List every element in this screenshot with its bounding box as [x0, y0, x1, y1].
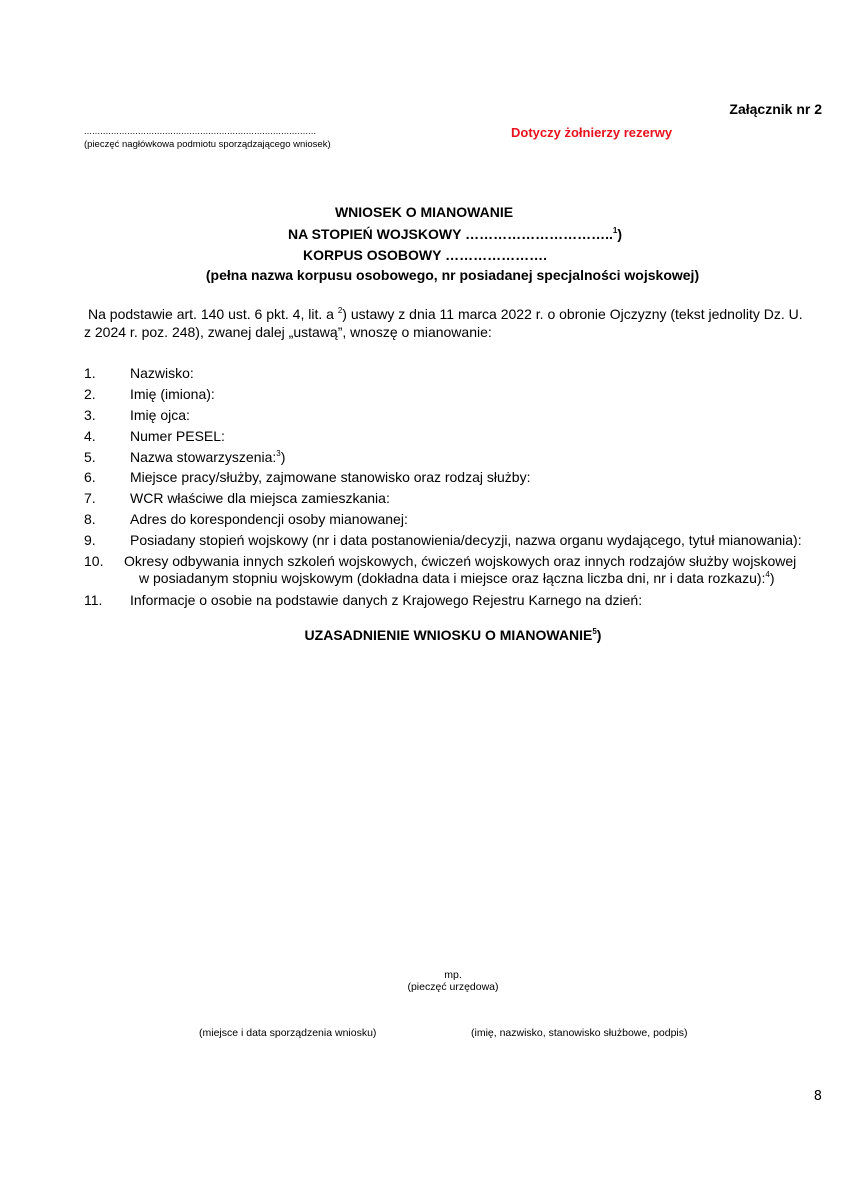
list-item-number: 4.: [84, 427, 96, 444]
footnote-ref-3: 3: [276, 448, 281, 458]
list-item: [84, 591, 824, 612]
list-item: [84, 406, 824, 427]
list-item-text-close: ): [769, 570, 775, 587]
list-item: [84, 427, 824, 448]
stamp-caption: (pieczęć nagłówkowa podmiotu sporządzającego wniosek): [84, 139, 331, 150]
title-line-2: [0, 226, 848, 242]
intro-paragraph: [84, 305, 824, 341]
footnote-ref-4: 4: [765, 570, 770, 580]
title-line-4: [0, 267, 848, 283]
stamp-dotted-line: ......................................................................................: [84, 126, 317, 136]
title-line-2-text: NA STOPIEŃ WOJSKOWY …………………………..: [287, 226, 613, 242]
list-item-text: Okresy odbywania innych szkoleń wojskowych, ćwiczeń wojskowych oraz innych rodzajów służby wojskowej: [124, 553, 797, 570]
list-item: [84, 489, 824, 510]
corps-explanation: (pełna nazwa korpusu osobowego, nr posiadanej specjalności wojskowej): [205, 267, 700, 283]
list-item-text: Adres do korespondencji osoby mianowanej:: [130, 511, 408, 528]
reserve-soldiers-note: Dotyczy żołnierzy rezerwy: [511, 125, 673, 140]
list-item-text: Imię (imiona):: [130, 385, 215, 402]
mp-label: mp.: [444, 969, 462, 981]
list-item-number: 6.: [84, 469, 96, 486]
list-item-number: 1.: [84, 365, 96, 381]
list-item: [84, 448, 824, 469]
list-item-text: [130, 448, 285, 466]
page-number: 8: [813, 1089, 822, 1104]
place-date-caption: (miejsce i data sporządzenia wniosku): [199, 1027, 377, 1039]
signature-caption: (imię, nazwisko, stanowisko służbowe, podpis): [471, 1027, 688, 1039]
intro-line-1-a: Na podstawie art. 140 ust. 6 pkt. 4, lit. a: [88, 306, 338, 322]
list-item: [84, 510, 824, 531]
footnote-ref-2: 2: [337, 306, 343, 315]
list-item-text: Informacje o osobie na podstawie danych z Krajowego Rejestru Karnego na dzień:: [130, 592, 643, 609]
justification-heading: [0, 627, 848, 643]
list-item-number: 3.: [84, 406, 96, 423]
title-line-2-close: ): [617, 226, 622, 242]
justification-text: UZASADNIENIE WNIOSKU O MIANOWANIE: [304, 627, 593, 643]
intro-line-1: [84, 305, 824, 323]
list-item-text: Nazwisko:: [130, 365, 194, 381]
list-item-number: 10.: [84, 553, 104, 570]
footnote-ref-1: 1: [612, 226, 618, 235]
list-item-number: 8.: [84, 511, 96, 528]
justification-close: ): [596, 627, 602, 643]
list-item-text-close: ): [280, 448, 286, 465]
list-item-number: 5.: [84, 448, 96, 465]
footnote-ref-5: 5: [592, 627, 597, 636]
list-item-text: Miejsce pracy/służby, zajmowane stanowisko oraz rodzaj służby:: [130, 469, 531, 486]
list-item: [84, 468, 824, 489]
intro-line-1-b: ) ustawy z dnia 11 marca 2022 r. o obronie Ojczyzny (tekst jednolity Dz. U.: [342, 306, 803, 322]
list-item-number: 2.: [84, 385, 96, 402]
annex-label: Załącznik nr 2: [729, 101, 822, 117]
list-item-text: Numer PESEL:: [130, 427, 225, 444]
list-item-text-continuation-main: w posiadanym stopniu wojskowym (dokładna data i miejsce oraz łączna liczba dni, nr i data rozkazu):: [139, 570, 766, 587]
fields-list: [84, 364, 824, 612]
official-seal-caption: (pieczęć urzędowa): [407, 981, 499, 993]
list-item: [84, 531, 824, 552]
list-item-number: 9.: [84, 532, 96, 549]
list-item: [84, 364, 824, 385]
list-item-text: WCR właściwe dla miejsca zamieszkania:: [130, 490, 390, 507]
list-item-text-continuation: [139, 569, 775, 587]
list-item-number: 7.: [84, 490, 96, 507]
title-line-3: [0, 247, 848, 263]
intro-line-2: z 2024 r. poz. 248), zwanej dalej „ustawą”, wnoszę o mianowanie:: [84, 324, 492, 340]
list-item: [84, 385, 824, 406]
title-line-1: WNIOSEK O MIANOWANIE: [334, 204, 514, 220]
list-item-text: Posiadany stopień wojskowy (nr i data postanowienia/decyzji, nazwa organu wydającego, tytuł mianowania):: [130, 532, 802, 549]
corps-label: KORPUS OSOBOWY ………………….: [303, 247, 547, 263]
list-item-text-main: Nazwa stowarzyszenia:: [130, 448, 277, 465]
list-item-number: 11.: [84, 592, 103, 609]
list-item-text: Imię ojca:: [130, 406, 190, 423]
list-item: [84, 552, 824, 591]
